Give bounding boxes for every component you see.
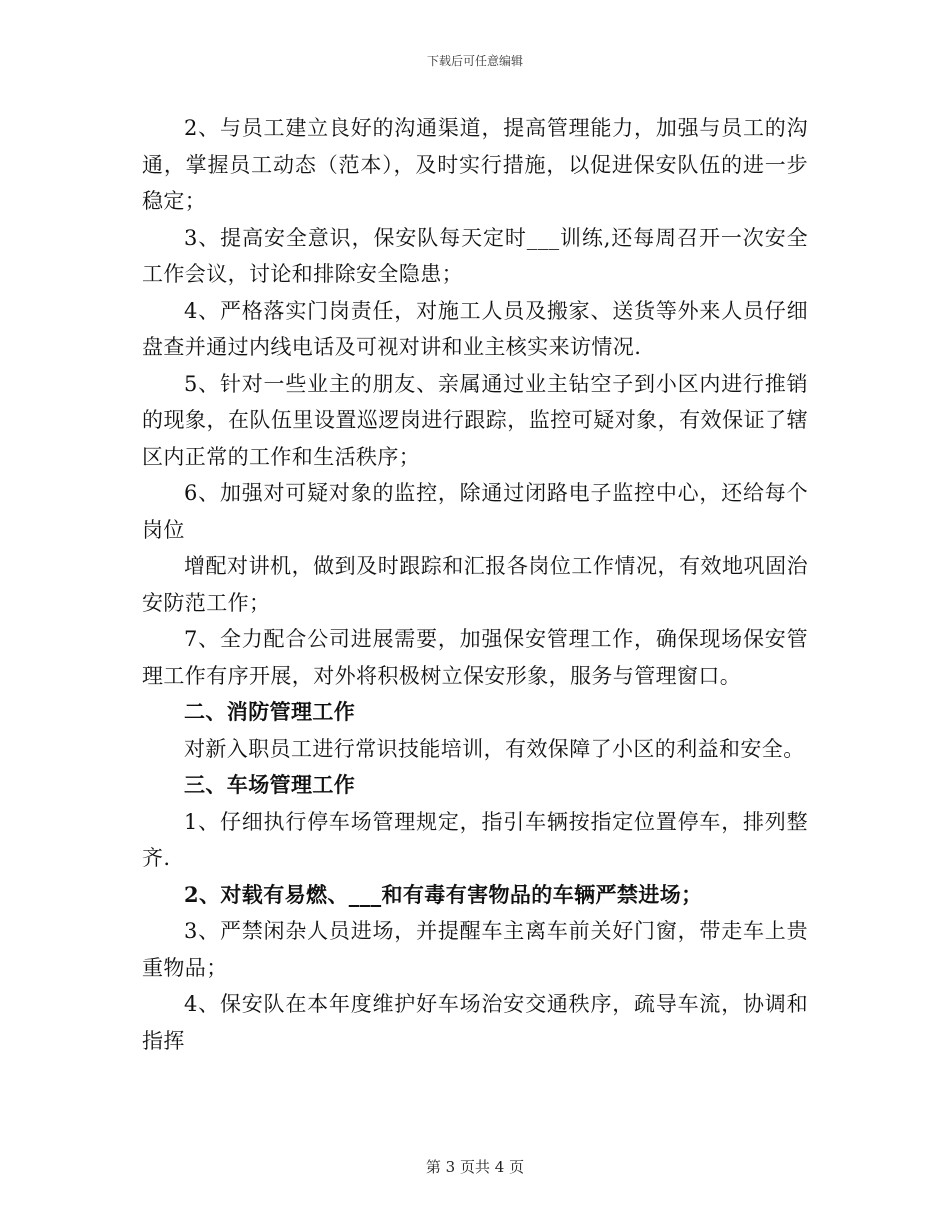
page-header: 下载后可任意编辑 — [426, 54, 523, 68]
paragraph-idle-persons: 3、严禁闲杂人员进场，并提醒车主离车前关好门窗，带走车上贵重物品； — [142, 919, 808, 980]
document-body — [142, 110, 808, 1059]
paragraph-parking-rules: 1、仔细执行停车场管理规定，指引车辆按指定位置停车，排列整齐. — [142, 809, 808, 870]
paragraph-safety-awareness: 3、提高安全意识，保安队每天定时___训练,还每周召开一次安全工作会议，讨论和排除安全隐患； — [142, 225, 808, 286]
paragraph-fire-training: 对新入职员工进行常识技能培训，有效保障了小区的利益和安全。 — [184, 736, 805, 761]
paragraph-intercom: 增配对讲机，做到及时跟踪和汇报各岗位工作情况，有效地巩固治安防范工作； — [142, 554, 808, 615]
paragraph-monitoring: 6、加强对可疑对象的监控，除通过闭路电子监控中心，还给每个岗位 — [142, 481, 808, 542]
paragraph-traffic-order: 4、保安队在本年度维护好车场治安交通秩序，疏导车流，协调和指挥 — [142, 992, 808, 1053]
paragraph-hazard-vehicles: 2、对载有易燃、___和有毒有害物品的车辆严禁进场； — [184, 881, 703, 907]
section-heading-parking: 三、车场管理工作 — [184, 772, 356, 797]
section-heading-fire: 二、消防管理工作 — [184, 699, 356, 724]
paragraph-patrol: 5、针对一些业主的朋友、亲属通过业主钻空子到小区内进行推销的现象，在队伍里设置巡逻岗进行跟踪，监控可疑对象，有效保证了辖区内正常的工作和生活秩序； — [142, 371, 808, 469]
paragraph-gate-duty: 4、严格落实门岗责任，对施工人员及搬家、送货等外来人员仔细盘查并通过内线电话及可视对讲和业主核实来访情况. — [142, 298, 808, 359]
paragraph-communication: 2、与员工建立良好的沟通渠道，提高管理能力，加强与员工的沟通，掌握员工动态（范本），及时实行措施，以促进保安队伍的进一步稳定； — [142, 116, 808, 213]
paragraph-cooperation: 7、全力配合公司进展需要，加强保安管理工作，确保现场保安管理工作有序开展，对外将积极树立保安形象，服务与管理窗口。 — [142, 627, 808, 688]
page-footer: 第 3 页共 4 页 — [425, 1158, 525, 1176]
